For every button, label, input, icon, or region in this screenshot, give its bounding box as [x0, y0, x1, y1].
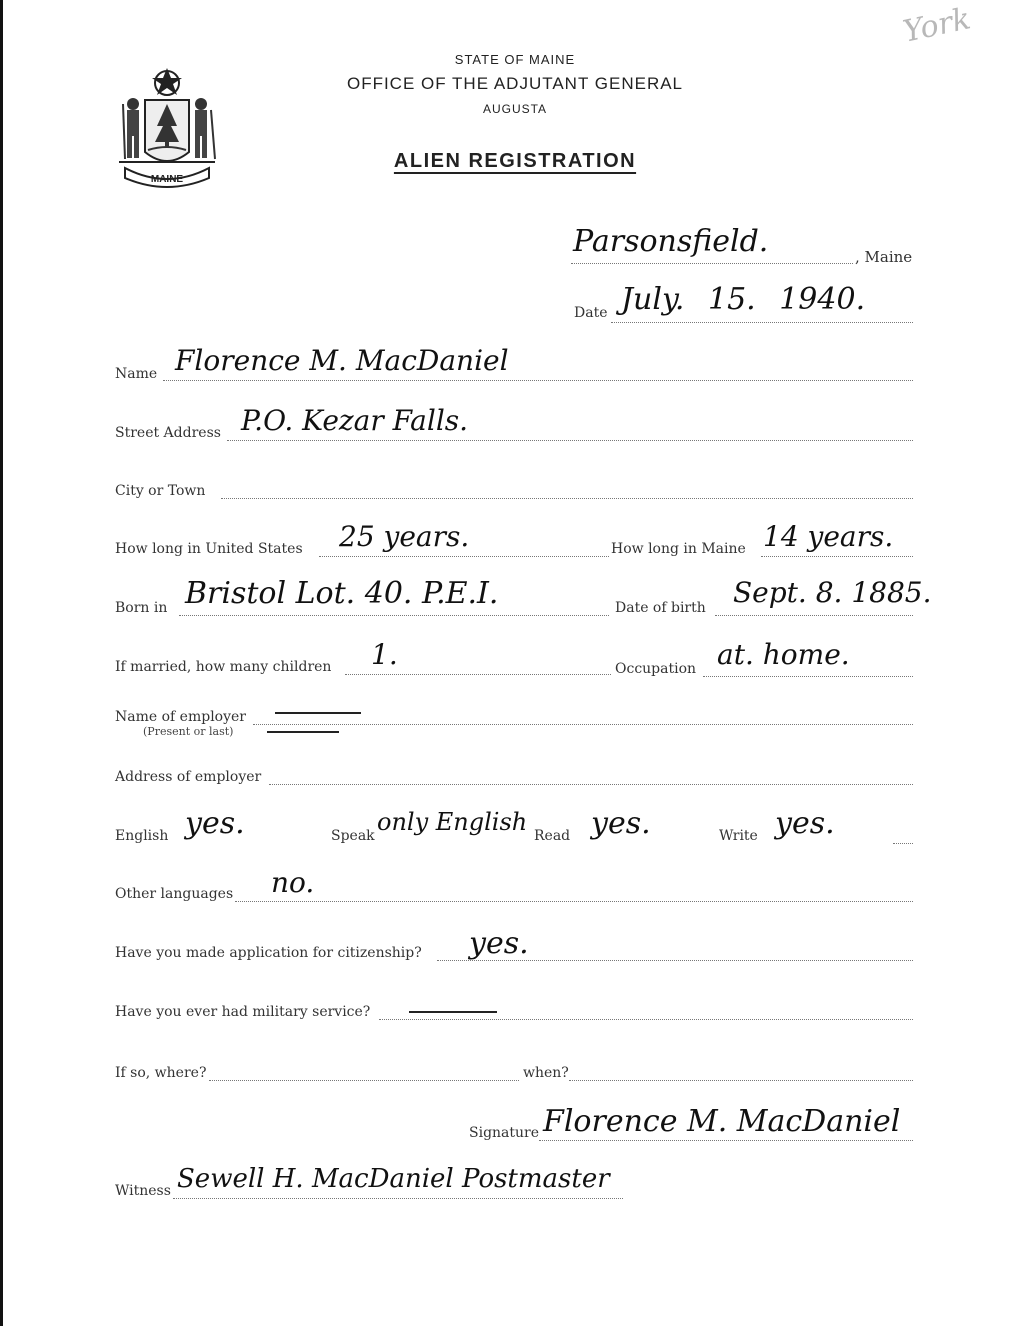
children-label: If married, how many children	[115, 659, 332, 675]
citizenship-label: Have you made application for citizenship?	[115, 945, 422, 961]
read-label: Read	[534, 828, 571, 844]
how-long-maine-label: How long in Maine	[611, 541, 746, 557]
date-of-birth-label: Date of birth	[615, 600, 706, 616]
speak-label: Speak	[331, 828, 375, 844]
how-long-maine-value: 14 years.	[763, 520, 894, 553]
when-label: when?	[523, 1065, 569, 1081]
signature-label: Signature	[469, 1125, 540, 1141]
english-value: yes.	[185, 806, 245, 841]
city-or-town-label: City or Town	[115, 483, 206, 499]
how-long-us-label: How long in United States	[115, 541, 303, 557]
employer-name-sublabel: (Present or last)	[143, 725, 234, 738]
corner-note: York	[900, 1, 974, 50]
seal-banner-text: MAINE	[150, 174, 184, 185]
employer-last-dash	[267, 731, 339, 733]
header-city: AUGUSTA	[482, 102, 548, 116]
date-label: Date	[574, 305, 608, 321]
header-office: OFFICE OF THE ADJUTANT GENERAL	[346, 74, 684, 93]
occupation-label: Occupation	[615, 661, 697, 677]
born-in-label: Born in	[115, 600, 168, 616]
other-languages-label: Other languages	[115, 886, 234, 902]
name-value: Florence M. MacDaniel	[175, 344, 509, 377]
street-address-label: Street Address	[115, 425, 221, 441]
speak-value: only English	[377, 808, 528, 836]
military-label: Have you ever had military service?	[115, 1004, 371, 1020]
military-dash	[409, 1011, 497, 1013]
read-value: yes.	[591, 806, 651, 841]
where-label: If so, where?	[115, 1065, 207, 1081]
english-label: English	[115, 828, 169, 844]
occupation-value: at. home.	[717, 638, 850, 671]
town-value: Parsonsfield.	[573, 224, 769, 259]
children-value: 1.	[371, 638, 398, 671]
how-long-us-value: 25 years.	[339, 520, 470, 553]
write-value: yes.	[775, 806, 835, 841]
town-suffix: , Maine	[855, 248, 913, 266]
write-label: Write	[719, 828, 758, 844]
date-value: July. 15. 1940.	[621, 282, 866, 317]
witness-label: Witness	[115, 1183, 171, 1199]
witness-value: Sewell H. MacDaniel Postmaster	[177, 1164, 610, 1194]
header-state: STATE OF MAINE	[454, 52, 576, 67]
name-label: Name	[115, 366, 158, 382]
street-address-value: P.O. Kezar Falls.	[241, 404, 469, 437]
citizenship-value: yes.	[469, 926, 529, 961]
employer-name-dash	[275, 712, 361, 714]
other-languages-value: no.	[271, 866, 315, 899]
form-title: ALIEN REGISTRATION	[393, 150, 637, 172]
employer-name-label: Name of employer	[115, 709, 246, 725]
born-in-value: Bristol Lot. 40. P.E.I.	[185, 576, 499, 611]
employer-address-label: Address of employer	[115, 769, 262, 785]
date-of-birth-value: Sept. 8. 1885.	[733, 576, 932, 609]
signature-value: Florence M. MacDaniel	[543, 1104, 901, 1139]
